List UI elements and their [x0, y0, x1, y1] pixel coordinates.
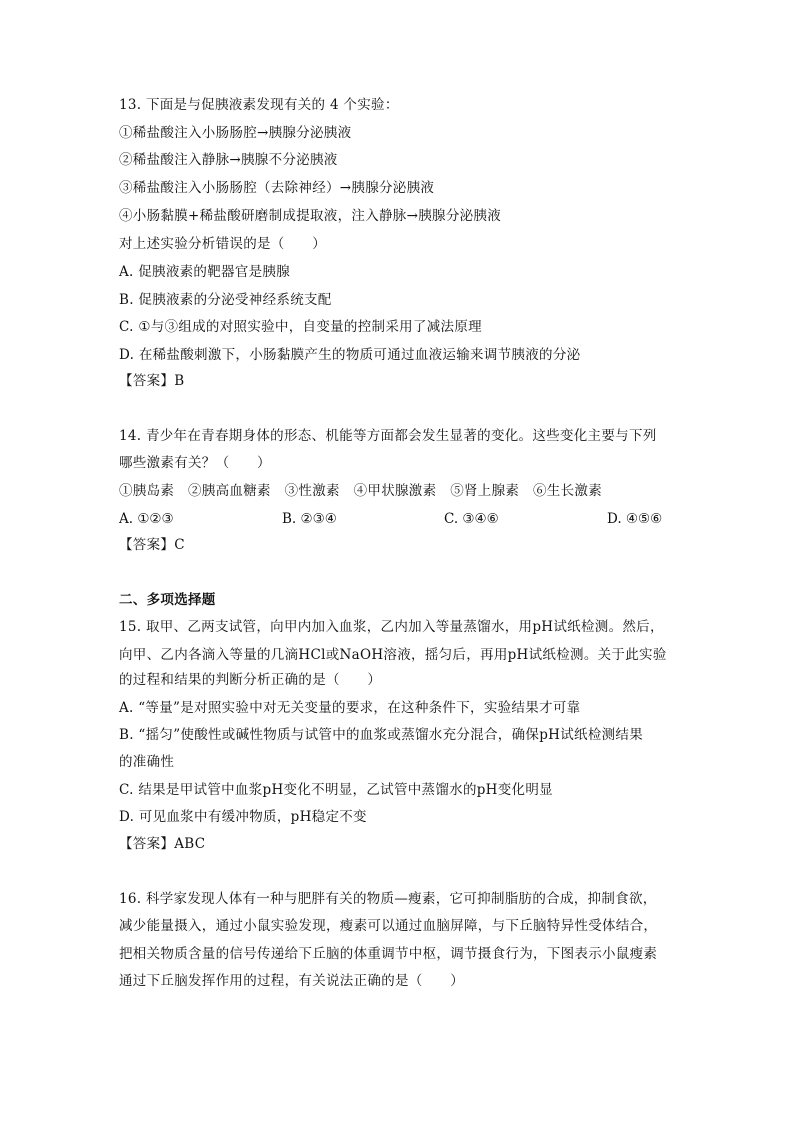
q14-hormone-list: ①胰岛素 ②胰高血糖素 ③性激素 ④甲状腺激素 ⑤肾上腺素 ⑥生长激素	[119, 483, 602, 499]
q15-stem-line-3: 的过程和结果的判断分析正确的是（ ）	[119, 672, 382, 688]
q16-stem-line-1: 16. 科学家发现人体有一种与肥胖有关的物质—瘦素，它可抑制脂肪的合成，抑制食欲，	[119, 891, 657, 907]
q14-option-c: C. ③④⑥	[444, 511, 499, 527]
q14-option-b: B. ②③④	[282, 511, 337, 527]
q13-experiment-3: ③稀盐酸注入小肠肠腔（去除神经）→胰腺分泌胰液	[119, 180, 435, 196]
q13-option-b: B. 促胰液素的分泌受神经系统支配	[119, 292, 332, 308]
q14-stem-line-2: 哪些激素有关？（ ）	[119, 455, 271, 471]
q15-option-c: C. 结果是甲试管中血浆pH变化不明显，乙试管中蒸馏水的pH变化明显	[119, 782, 553, 798]
q13-stem: 13. 下面是与促胰液素发现有关的 4 个实验：	[119, 97, 399, 113]
q15-answer: 【答案】ABC	[119, 836, 206, 852]
q15-option-d: D. 可见血浆中有缓冲物质，pH稳定不变	[119, 809, 367, 825]
q13-answer: 【答案】B	[119, 373, 185, 389]
q13-ask: 对上述实验分析错误的是（ ）	[119, 236, 326, 252]
q13-option-d: D. 在稀盐酸刺激下，小肠黏膜产生的物质可通过血液运输来调节胰液的分泌	[119, 347, 581, 363]
q15-option-a: A. “等量”是对照实验中对无关变量的要求，在这种条件下，实验结果才可靠	[119, 700, 581, 716]
q13-experiment-1: ①稀盐酸注入小肠肠腔→胰腺分泌胰液	[119, 125, 352, 141]
q14-answer: 【答案】C	[119, 537, 185, 553]
q15-stem-line-1: 15. 取甲、乙两支试管，向甲内加入血浆，乙内加入等量蒸馏水，用pH试纸检测。然后，	[119, 619, 664, 635]
q14-stem-line-1: 14. 青少年在青春期身体的形态、机能等方面都会发生显著的变化。这些变化主要与下列	[119, 428, 657, 444]
section-title: 二、多项选择题	[119, 592, 216, 608]
q13-option-a: A. 促胰液素的靶器官是胰腺	[119, 264, 291, 280]
q13-experiment-4: ④小肠黏膜+稀盐酸研磨制成提取液，注入静脉→胰腺分泌胰液	[119, 208, 502, 224]
q15-option-b-line-1: B. “摇匀”使酸性或碱性物质与试管中的血浆或蒸馏水充分混合，确保pH试纸检测结果	[119, 727, 644, 743]
q16-stem-line-3: 把相关物质含量的信号传递给下丘脑的体重调节中枢，调节摄食行为，下图表示小鼠瘦素	[119, 946, 658, 962]
q13-experiment-2: ②稀盐酸注入静脉→胰腺不分泌胰液	[119, 152, 338, 168]
q13-option-c: C. ①与③组成的对照实验中，自变量的控制采用了减法原理	[119, 319, 482, 335]
q16-stem-line-2: 减少能量摄入，通过小鼠实验发现，瘦素可以通过血脑屏障，与下丘脑特异性受体结合，	[119, 918, 658, 934]
q14-option-d: D. ④⑤⑥	[607, 511, 663, 527]
q15-option-b-line-2: 的准确性	[119, 754, 175, 770]
q16-stem-line-4: 通过下丘脑发挥作用的过程，有关说法正确的是（ ）	[119, 973, 464, 989]
q15-stem-line-2: 向甲、乙内各滴入等量的几滴HCl或NaOH溶液，摇匀后，再用pH试纸检测。关于此实验	[119, 647, 667, 663]
q14-option-a: A. ①②③	[119, 511, 174, 527]
